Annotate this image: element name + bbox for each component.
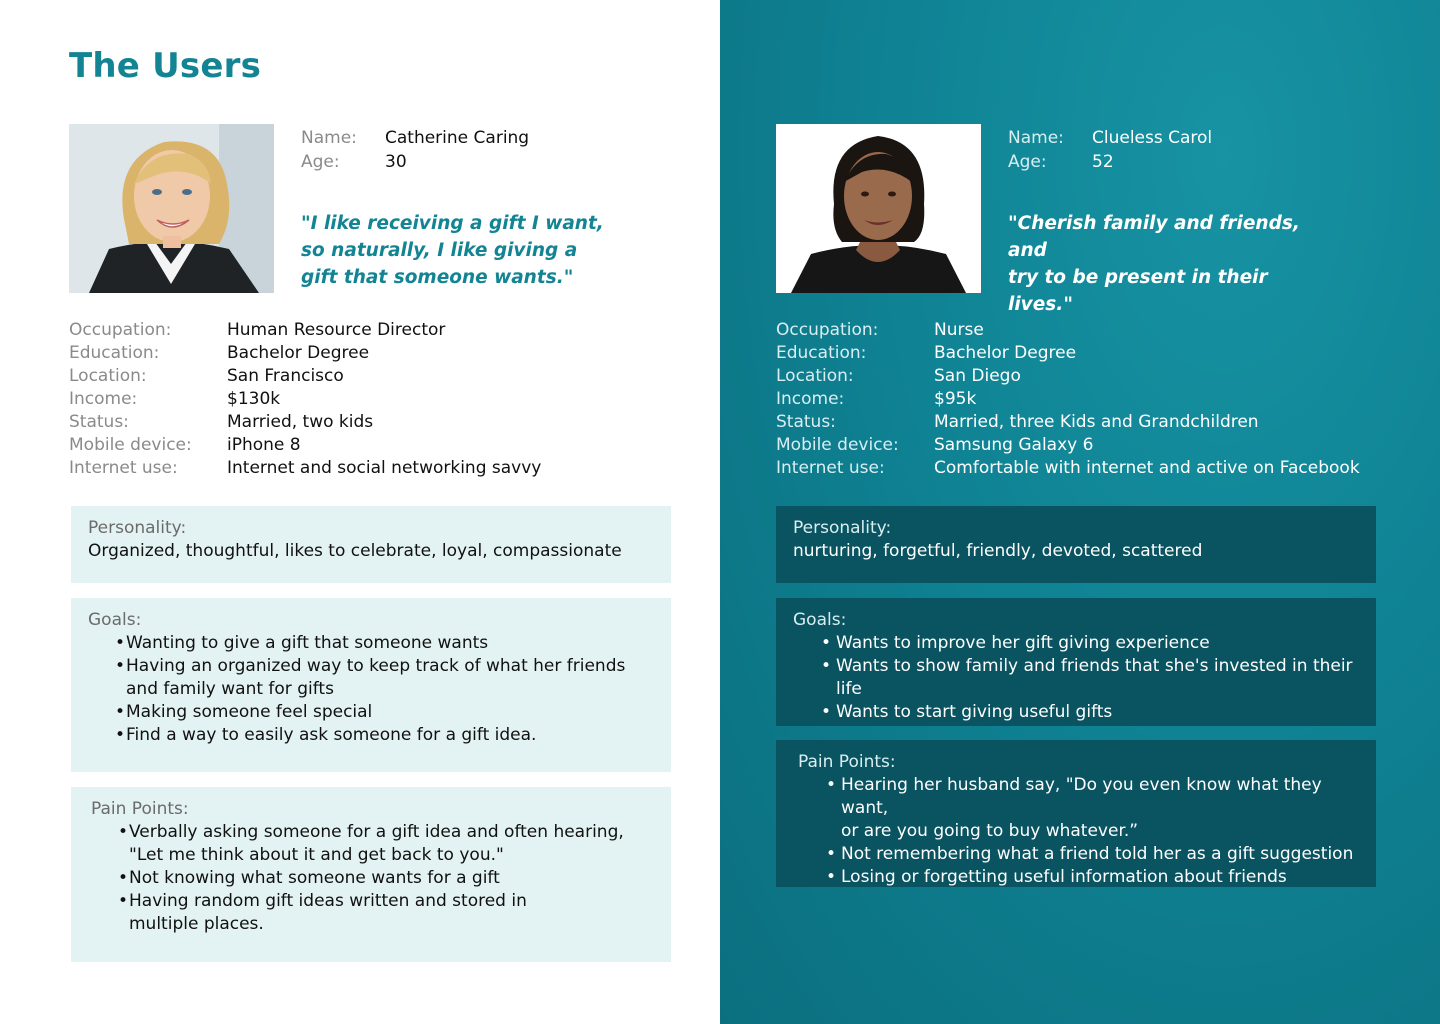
pain-point-item xyxy=(91,867,654,890)
pain-point-text: Hearing her husband say, "Do you even know what they want, or are you going to buy whatever.” xyxy=(841,775,1322,841)
detail-label: Occupation: xyxy=(776,320,879,340)
detail-label: Occupation: xyxy=(69,320,172,340)
detail-label: Education: xyxy=(776,343,867,363)
personality-card xyxy=(71,506,671,583)
pain-points-heading: Pain Points: xyxy=(798,752,896,772)
persona-photo xyxy=(69,124,274,293)
detail-value: San Diego xyxy=(934,366,1021,386)
detail-value: $130k xyxy=(227,389,281,409)
name-block xyxy=(301,126,529,174)
pain-point-text: Not remembering what a friend told her as a gift suggestion xyxy=(841,844,1354,864)
detail-label: Income: xyxy=(776,389,845,409)
bullet-icon: • xyxy=(115,633,126,653)
pain-point-item xyxy=(798,774,1359,843)
goal-item xyxy=(793,632,1359,655)
detail-label: Income: xyxy=(69,389,138,409)
persona-quote: "I like receiving a gift I want, so naturally, I like giving a gift that someone wants." xyxy=(301,213,604,288)
personality-heading: Personality: xyxy=(88,518,187,538)
name-row xyxy=(301,126,529,150)
detail-row-mobile-device xyxy=(776,434,1360,457)
detail-value: Married, two kids xyxy=(227,412,374,432)
pain-point-item xyxy=(798,843,1359,866)
goals-card xyxy=(776,598,1376,726)
pain-point-item xyxy=(798,866,1359,889)
goal-text: Having an organized way to keep track of what her friends and family want for gifts xyxy=(126,656,626,699)
detail-label: Mobile device: xyxy=(69,435,192,455)
goal-text: Wants to start giving useful gifts xyxy=(836,702,1113,722)
goal-item xyxy=(793,701,1359,724)
name-label: Name: xyxy=(1008,128,1064,148)
persona-card-catherine xyxy=(69,0,709,1024)
goal-item xyxy=(88,632,654,655)
age-label: Age: xyxy=(1008,152,1047,172)
age-value: 52 xyxy=(1092,152,1114,172)
details-list xyxy=(776,319,1360,480)
detail-value: Bachelor Degree xyxy=(227,343,370,363)
goal-text: Find a way to easily ask someone for a gift idea. xyxy=(126,725,537,745)
persona-card-carol xyxy=(776,0,1416,1024)
bullet-icon: • xyxy=(821,702,832,722)
goal-text: Wants to show family and friends that she's invested in their life xyxy=(836,656,1353,699)
detail-value: Internet and social networking savvy xyxy=(227,458,542,478)
detail-label: Internet use: xyxy=(69,458,178,478)
detail-value: San Francisco xyxy=(227,366,344,386)
page-title: The Users xyxy=(69,46,262,86)
detail-label: Location: xyxy=(776,366,854,386)
detail-value: Samsung Galaxy 6 xyxy=(934,435,1094,455)
detail-row-education xyxy=(69,342,541,365)
goal-text: Making someone feel special xyxy=(126,702,373,722)
detail-row-location xyxy=(776,365,1360,388)
pain-point-text: Verbally asking someone for a gift idea and often hearing, "Let me think about it and get back to you." xyxy=(129,822,624,865)
bullet-icon: • xyxy=(115,702,126,722)
personality-text: nurturing, forgetful, friendly, devoted, scattered xyxy=(793,541,1203,561)
detail-row-location xyxy=(69,365,541,388)
detail-value: $95k xyxy=(934,389,977,409)
age-row xyxy=(1008,150,1212,174)
detail-row-status xyxy=(776,411,1360,434)
bullet-icon: • xyxy=(826,867,837,887)
detail-row-internet-use xyxy=(776,457,1360,480)
bullet-icon: • xyxy=(826,775,837,795)
pain-point-item xyxy=(91,821,654,867)
goal-item xyxy=(88,655,654,701)
age-row xyxy=(301,150,529,174)
pain-points-card xyxy=(71,787,671,962)
detail-value: iPhone 8 xyxy=(227,435,301,455)
age-value: 30 xyxy=(385,152,407,172)
detail-row-internet-use xyxy=(69,457,541,480)
goal-text: Wanting to give a gift that someone wants xyxy=(126,633,489,653)
goals-heading: Goals: xyxy=(88,610,142,630)
detail-row-occupation xyxy=(69,319,541,342)
detail-label: Education: xyxy=(69,343,160,363)
bullet-icon: • xyxy=(821,656,832,676)
pain-point-item xyxy=(91,890,654,936)
bullet-icon: • xyxy=(118,868,129,888)
detail-value: Married, three Kids and Grandchildren xyxy=(934,412,1259,432)
detail-value: Human Resource Director xyxy=(227,320,446,340)
age-label: Age: xyxy=(301,152,340,172)
pain-points-list xyxy=(91,821,654,936)
details-list xyxy=(69,319,541,480)
detail-row-income xyxy=(776,388,1360,411)
detail-label: Internet use: xyxy=(776,458,885,478)
detail-row-mobile-device xyxy=(69,434,541,457)
detail-label: Mobile device: xyxy=(776,435,899,455)
detail-row-status xyxy=(69,411,541,434)
personality-heading: Personality: xyxy=(793,518,892,538)
detail-label: Location: xyxy=(69,366,147,386)
goal-item xyxy=(793,655,1359,701)
pain-points-heading: Pain Points: xyxy=(91,799,189,819)
name-label: Name: xyxy=(301,128,357,148)
persona-quote: "Cherish family and friends, and try to be present in their lives." xyxy=(1008,213,1300,315)
pain-points-list xyxy=(798,774,1359,889)
bullet-icon: • xyxy=(118,822,129,842)
bullet-icon: • xyxy=(115,725,126,745)
personality-card xyxy=(776,506,1376,583)
name-row xyxy=(1008,126,1212,150)
goal-text: Wants to improve her gift giving experience xyxy=(836,633,1210,653)
goal-item xyxy=(88,701,654,724)
personality-text: Organized, thoughtful, likes to celebrate, loyal, compassionate xyxy=(88,541,622,561)
goal-item xyxy=(88,724,654,747)
pain-points-card xyxy=(776,740,1376,887)
persona-photo xyxy=(776,124,981,293)
bullet-icon: • xyxy=(826,844,837,864)
pain-point-text: Losing or forgetting useful information about friends xyxy=(841,867,1287,887)
bullet-icon: • xyxy=(821,633,832,653)
detail-row-education xyxy=(776,342,1360,365)
goals-list xyxy=(88,632,654,747)
bullet-icon: • xyxy=(118,891,129,911)
detail-row-occupation xyxy=(776,319,1360,342)
detail-value: Nurse xyxy=(934,320,984,340)
detail-row-income xyxy=(69,388,541,411)
detail-label: Status: xyxy=(69,412,129,432)
name-value: Catherine Caring xyxy=(385,128,530,148)
name-value: Clueless Carol xyxy=(1092,128,1213,148)
pain-point-text: Not knowing what someone wants for a gift xyxy=(129,868,500,888)
detail-label: Status: xyxy=(776,412,836,432)
name-block xyxy=(1008,126,1212,174)
goals-heading: Goals: xyxy=(793,610,847,630)
detail-value: Comfortable with internet and active on Facebook xyxy=(934,458,1360,478)
goals-list xyxy=(793,632,1359,724)
bullet-icon: • xyxy=(115,656,126,676)
goals-card xyxy=(71,598,671,772)
detail-value: Bachelor Degree xyxy=(934,343,1077,363)
pain-point-text: Having random gift ideas written and stored in multiple places. xyxy=(129,891,527,934)
